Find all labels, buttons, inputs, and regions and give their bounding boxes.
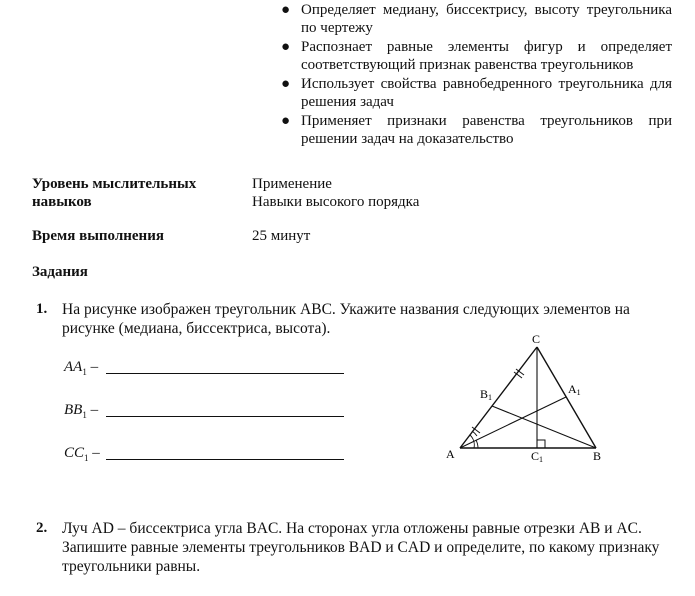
- label-a: A: [446, 447, 455, 461]
- side-ac: [460, 347, 537, 448]
- task1-text: На рисунке изображен треугольник ABC. Укажите названия следующих элементов на рисунке (медиана, биссектриса, высота).: [62, 301, 630, 337]
- triangle-figure: [430, 330, 630, 470]
- label-b1-main: B: [480, 387, 489, 401]
- label-c1-sub: 1: [539, 455, 544, 464]
- objective-item: ● Использует свойства равнобедренного треугольника для решения задач: [281, 76, 672, 110]
- angle-arc: [472, 431, 477, 436]
- thinking-level-value-2: Навыки высокого порядка: [252, 194, 420, 210]
- right-angle-mark: [537, 440, 545, 448]
- label-c1-main: C: [531, 449, 540, 463]
- bullet-icon: ●: [281, 2, 291, 18]
- objective-item: ● Распознает равные элементы фигур и определяет соответствующий признак равенства треугольников: [281, 39, 672, 73]
- thinking-level-label: Уровень мыслительных навыков: [32, 176, 197, 210]
- bullet-icon: ●: [281, 76, 291, 92]
- tasks-heading: Задания: [32, 264, 88, 280]
- time-value: 25 минут: [252, 228, 311, 244]
- task2-number: 2.: [36, 520, 48, 536]
- blank-label-bb1: $BB_1$ –: [64, 402, 99, 420]
- objective-item: ● Применяет признаки равенства треугольников при решении задач на доказательство: [281, 113, 672, 147]
- answer-line-bb1[interactable]: [106, 416, 344, 417]
- thinking-level-value-1: Применение: [252, 176, 332, 192]
- answer-line-aa1[interactable]: [106, 373, 344, 374]
- label-b1: [480, 387, 492, 402]
- label-c1: [531, 449, 543, 464]
- answer-line-cc1[interactable]: [106, 459, 344, 460]
- objectives-list: [272, 2, 672, 150]
- bullet-icon: ●: [281, 113, 291, 129]
- label-a1-main: A: [568, 382, 577, 396]
- side-bc: [537, 347, 596, 448]
- label-a1: [568, 382, 581, 397]
- bullet-icon: ●: [281, 39, 291, 55]
- blank-label-cc1: $CC_1$ –: [64, 445, 100, 463]
- task1-number: 1.: [36, 301, 48, 317]
- objective-item: ● Определяет медиану, биссектрису, высоту треугольника по чертежу: [281, 2, 672, 36]
- label-a1-sub: 1: [576, 388, 581, 397]
- blank-label-aa1: $AA_1$ –: [64, 359, 99, 377]
- task2-text: Луч AD – биссектриса угла BAC. На сторонах угла отложены равные отрезки AB и AC. Запишите равные элементы треугольников BAD и CAD и определите, по какому признаку треугольники равны.: [62, 520, 660, 575]
- angle-arc: [476, 440, 478, 448]
- time-label: Время выполнения: [32, 228, 164, 244]
- label-c: C: [532, 332, 541, 346]
- label-b1-sub: 1: [488, 393, 493, 402]
- angle-arc: [470, 435, 474, 448]
- segment-bb1: [492, 406, 596, 448]
- label-b: B: [593, 449, 602, 463]
